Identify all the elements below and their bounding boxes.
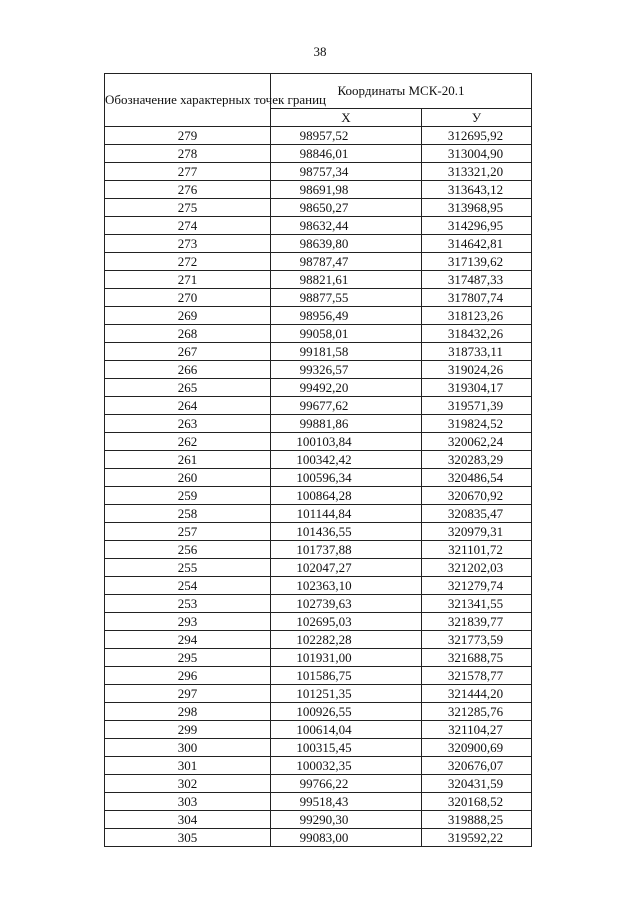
y-coordinate <box>422 523 532 541</box>
table-row <box>105 163 532 181</box>
y-coordinate <box>422 739 532 757</box>
y-coordinate-value: 313968,95 <box>447 199 504 215</box>
table-row <box>105 289 532 307</box>
x-coordinate-value: 99766,22 <box>299 775 349 791</box>
table-row <box>105 793 532 811</box>
point-number: 279 <box>105 127 271 145</box>
y-coordinate <box>422 433 532 451</box>
header-y: У <box>422 108 532 126</box>
x-coordinate <box>271 127 422 145</box>
x-coordinate-value: 99181,58 <box>299 343 349 359</box>
y-coordinate-value: 320062,24 <box>447 433 504 449</box>
point-number: 277 <box>105 163 271 181</box>
point-number: 293 <box>105 613 271 631</box>
point-number: 264 <box>105 397 271 415</box>
x-coordinate <box>271 631 422 649</box>
y-coordinate-value: 320900,69 <box>447 739 504 755</box>
y-coordinate-value: 319571,39 <box>447 397 504 413</box>
point-number: 270 <box>105 289 271 307</box>
table-row <box>105 415 532 433</box>
x-coordinate-value: 98757,34 <box>299 163 349 179</box>
y-coordinate <box>422 631 532 649</box>
y-coordinate <box>422 379 532 397</box>
y-coordinate <box>422 487 532 505</box>
y-coordinate-value: 313321,20 <box>447 163 504 179</box>
x-coordinate-value: 100342,42 <box>296 451 352 467</box>
y-coordinate-value: 318432,26 <box>447 325 504 341</box>
table-row <box>105 199 532 217</box>
table-row <box>105 217 532 235</box>
y-coordinate <box>422 415 532 433</box>
table-row <box>105 667 532 685</box>
x-coordinate <box>271 649 422 667</box>
x-coordinate <box>271 253 422 271</box>
header-point-designation: Обозначение характерных точек границ <box>105 74 271 127</box>
y-coordinate <box>422 397 532 415</box>
table-body <box>105 127 532 847</box>
y-coordinate <box>422 559 532 577</box>
y-coordinate <box>422 721 532 739</box>
point-number: 268 <box>105 325 271 343</box>
y-coordinate-value: 314296,95 <box>447 217 504 233</box>
table-row <box>105 739 532 757</box>
y-coordinate-value: 320676,07 <box>447 757 504 773</box>
x-coordinate <box>271 181 422 199</box>
x-coordinate-value: 100926,55 <box>296 703 352 719</box>
x-coordinate-value: 99492,20 <box>299 379 349 395</box>
x-coordinate-value: 102047,27 <box>296 559 352 575</box>
table-row <box>105 595 532 613</box>
x-coordinate-value: 100103,84 <box>296 433 352 449</box>
point-number: 299 <box>105 721 271 739</box>
table-row <box>105 235 532 253</box>
y-coordinate <box>422 829 532 847</box>
y-coordinate-value: 318733,11 <box>448 343 503 359</box>
x-coordinate <box>271 145 422 163</box>
coordinates-table <box>104 73 532 847</box>
x-coordinate-value: 102739,63 <box>296 595 352 611</box>
x-coordinate-value: 98846,01 <box>299 145 349 161</box>
y-coordinate-value: 320670,92 <box>447 487 504 503</box>
table-row <box>105 685 532 703</box>
y-coordinate <box>422 235 532 253</box>
point-number: 276 <box>105 181 271 199</box>
point-number: 269 <box>105 307 271 325</box>
table-row <box>105 433 532 451</box>
table-row <box>105 775 532 793</box>
x-coordinate-value: 99058,01 <box>299 325 349 341</box>
y-coordinate-value: 320283,29 <box>447 451 504 467</box>
y-coordinate-value: 320168,52 <box>447 793 504 809</box>
table-row <box>105 721 532 739</box>
y-coordinate <box>422 163 532 181</box>
x-coordinate <box>271 343 422 361</box>
x-coordinate-value: 102695,03 <box>296 613 352 629</box>
x-coordinate-value: 102282,28 <box>296 631 352 647</box>
x-coordinate-value: 98632,44 <box>299 217 349 233</box>
x-coordinate <box>271 307 422 325</box>
table-row <box>105 559 532 577</box>
x-coordinate <box>271 739 422 757</box>
x-coordinate <box>271 775 422 793</box>
x-coordinate-value: 98956,49 <box>299 307 349 323</box>
point-number: 272 <box>105 253 271 271</box>
y-coordinate <box>422 613 532 631</box>
y-coordinate <box>422 451 532 469</box>
table-row <box>105 523 532 541</box>
point-number: 255 <box>105 559 271 577</box>
point-number: 258 <box>105 505 271 523</box>
table-row <box>105 343 532 361</box>
y-coordinate-value: 321773,59 <box>447 631 504 647</box>
x-coordinate-value: 99677,62 <box>299 397 349 413</box>
x-coordinate <box>271 793 422 811</box>
y-coordinate <box>422 649 532 667</box>
y-coordinate-value: 317807,74 <box>447 289 504 305</box>
point-number: 256 <box>105 541 271 559</box>
y-coordinate-value: 321285,76 <box>447 703 504 719</box>
x-coordinate <box>271 433 422 451</box>
x-coordinate-value: 101737,88 <box>296 541 352 557</box>
y-coordinate-value: 321279,74 <box>447 577 504 593</box>
y-coordinate <box>422 577 532 595</box>
point-number: 267 <box>105 343 271 361</box>
x-coordinate-value: 102363,10 <box>296 577 352 593</box>
x-coordinate <box>271 721 422 739</box>
y-coordinate <box>422 757 532 775</box>
x-coordinate-value: 100315,45 <box>296 739 352 755</box>
x-coordinate-value: 101436,55 <box>296 523 352 539</box>
table-row <box>105 397 532 415</box>
point-number: 265 <box>105 379 271 397</box>
x-coordinate <box>271 757 422 775</box>
x-coordinate <box>271 199 422 217</box>
y-coordinate-value: 319304,17 <box>447 379 504 395</box>
x-coordinate <box>271 541 422 559</box>
x-coordinate <box>271 577 422 595</box>
point-number: 304 <box>105 811 271 829</box>
y-coordinate-value: 320431,59 <box>447 775 504 791</box>
point-number: 259 <box>105 487 271 505</box>
y-coordinate <box>422 541 532 559</box>
table-row <box>105 379 532 397</box>
x-coordinate <box>271 325 422 343</box>
point-number: 275 <box>105 199 271 217</box>
x-coordinate <box>271 289 422 307</box>
point-number: 253 <box>105 595 271 613</box>
y-coordinate-value: 319824,52 <box>447 415 504 431</box>
y-coordinate-value: 320835,47 <box>447 505 504 521</box>
x-coordinate <box>271 685 422 703</box>
point-number: 278 <box>105 145 271 163</box>
point-number: 260 <box>105 469 271 487</box>
x-coordinate <box>271 217 422 235</box>
x-coordinate-value: 98691,98 <box>299 181 349 197</box>
point-number: 296 <box>105 667 271 685</box>
table-row <box>105 649 532 667</box>
point-number: 257 <box>105 523 271 541</box>
x-coordinate-value: 101931,00 <box>296 649 352 665</box>
table-header <box>105 74 532 127</box>
x-coordinate <box>271 829 422 847</box>
table-row <box>105 631 532 649</box>
y-coordinate-value: 321688,75 <box>447 649 504 665</box>
x-coordinate-value: 99290,30 <box>299 811 349 827</box>
table-row <box>105 253 532 271</box>
y-coordinate <box>422 361 532 379</box>
x-coordinate <box>271 487 422 505</box>
x-coordinate-value: 98877,55 <box>299 289 349 305</box>
x-coordinate <box>271 559 422 577</box>
y-coordinate <box>422 253 532 271</box>
y-coordinate-value: 321578,77 <box>447 667 504 683</box>
x-coordinate <box>271 397 422 415</box>
y-coordinate-value: 321839,77 <box>447 613 504 629</box>
x-coordinate-value: 101586,75 <box>296 667 352 683</box>
x-coordinate <box>271 667 422 685</box>
x-coordinate-value: 98639,80 <box>299 235 349 251</box>
y-coordinate-value: 320486,54 <box>447 469 504 485</box>
y-coordinate-value: 319592,22 <box>447 829 504 845</box>
x-coordinate-value: 98957,52 <box>299 127 349 143</box>
point-number: 295 <box>105 649 271 667</box>
y-coordinate-value: 317139,62 <box>447 253 504 269</box>
y-coordinate-value: 312695,92 <box>447 127 504 143</box>
x-coordinate-value: 98787,47 <box>299 253 349 269</box>
x-coordinate-value: 99083,00 <box>299 829 349 845</box>
y-coordinate-value: 321444,20 <box>447 685 504 701</box>
y-coordinate-value: 320979,31 <box>447 523 504 539</box>
y-coordinate <box>422 775 532 793</box>
y-coordinate <box>422 703 532 721</box>
table-row <box>105 487 532 505</box>
y-coordinate <box>422 181 532 199</box>
y-coordinate <box>422 271 532 289</box>
y-coordinate <box>422 145 532 163</box>
y-coordinate <box>422 469 532 487</box>
table-row <box>105 361 532 379</box>
table-row <box>105 181 532 199</box>
y-coordinate <box>422 289 532 307</box>
table-row <box>105 613 532 631</box>
y-coordinate <box>422 505 532 523</box>
x-coordinate-value: 99881,86 <box>299 415 349 431</box>
point-number: 300 <box>105 739 271 757</box>
table-row <box>105 811 532 829</box>
x-coordinate <box>271 523 422 541</box>
y-coordinate <box>422 685 532 703</box>
x-coordinate <box>271 469 422 487</box>
y-coordinate-value: 313643,12 <box>447 181 504 197</box>
x-coordinate <box>271 703 422 721</box>
table-row <box>105 541 532 559</box>
y-coordinate <box>422 127 532 145</box>
x-coordinate <box>271 415 422 433</box>
page-number: 38 <box>313 44 327 59</box>
x-coordinate-value: 98821,61 <box>299 271 349 287</box>
y-coordinate-value: 319888,25 <box>447 811 504 827</box>
x-coordinate-value: 101144,84 <box>296 505 352 521</box>
point-number: 294 <box>105 631 271 649</box>
header-coordinates: Координаты МСК-20.1 <box>271 74 532 109</box>
y-coordinate-value: 313004,90 <box>447 145 504 161</box>
x-coordinate-value: 100596,34 <box>296 469 352 485</box>
table-row <box>105 271 532 289</box>
y-coordinate <box>422 307 532 325</box>
table-row <box>105 307 532 325</box>
x-coordinate-value: 98650,27 <box>299 199 349 215</box>
x-coordinate-value: 99518,43 <box>299 793 349 809</box>
x-coordinate <box>271 271 422 289</box>
x-coordinate <box>271 595 422 613</box>
point-number: 273 <box>105 235 271 253</box>
point-number: 297 <box>105 685 271 703</box>
y-coordinate <box>422 793 532 811</box>
x-coordinate-value: 101251,35 <box>296 685 352 701</box>
y-coordinate <box>422 667 532 685</box>
point-number: 305 <box>105 829 271 847</box>
point-number: 266 <box>105 361 271 379</box>
y-coordinate-value: 314642,81 <box>447 235 504 251</box>
x-coordinate-value: 100614,04 <box>296 721 352 737</box>
point-number: 302 <box>105 775 271 793</box>
y-coordinate-value: 319024,26 <box>447 361 504 377</box>
x-coordinate <box>271 613 422 631</box>
table-row <box>105 505 532 523</box>
x-coordinate <box>271 379 422 397</box>
x-coordinate-value: 100864,28 <box>296 487 352 503</box>
x-coordinate-value: 100032,35 <box>296 757 352 773</box>
table-row <box>105 145 532 163</box>
table-row <box>105 451 532 469</box>
x-coordinate <box>271 811 422 829</box>
x-coordinate-value: 99326,57 <box>299 361 349 377</box>
y-coordinate <box>422 811 532 829</box>
point-number: 263 <box>105 415 271 433</box>
y-coordinate-value: 321101,72 <box>448 541 503 557</box>
table-row <box>105 829 532 847</box>
point-number: 274 <box>105 217 271 235</box>
point-number: 261 <box>105 451 271 469</box>
y-coordinate-value: 321341,55 <box>447 595 504 611</box>
y-coordinate-value: 317487,33 <box>447 271 504 287</box>
table-row <box>105 325 532 343</box>
y-coordinate-value: 321202,03 <box>447 559 504 575</box>
x-coordinate <box>271 361 422 379</box>
x-coordinate <box>271 451 422 469</box>
y-coordinate <box>422 199 532 217</box>
point-number: 298 <box>105 703 271 721</box>
y-coordinate-value: 318123,26 <box>447 307 504 323</box>
y-coordinate <box>422 595 532 613</box>
table-row <box>105 577 532 595</box>
table-row <box>105 127 532 145</box>
table-row <box>105 703 532 721</box>
y-coordinate <box>422 343 532 361</box>
x-coordinate <box>271 505 422 523</box>
point-number: 301 <box>105 757 271 775</box>
point-number: 271 <box>105 271 271 289</box>
y-coordinate <box>422 325 532 343</box>
header-x: X <box>271 108 422 126</box>
table-row <box>105 469 532 487</box>
table-row <box>105 757 532 775</box>
y-coordinate <box>422 217 532 235</box>
x-coordinate <box>271 235 422 253</box>
point-number: 303 <box>105 793 271 811</box>
point-number: 262 <box>105 433 271 451</box>
point-number: 254 <box>105 577 271 595</box>
x-coordinate <box>271 163 422 181</box>
y-coordinate-value: 321104,27 <box>448 721 503 737</box>
